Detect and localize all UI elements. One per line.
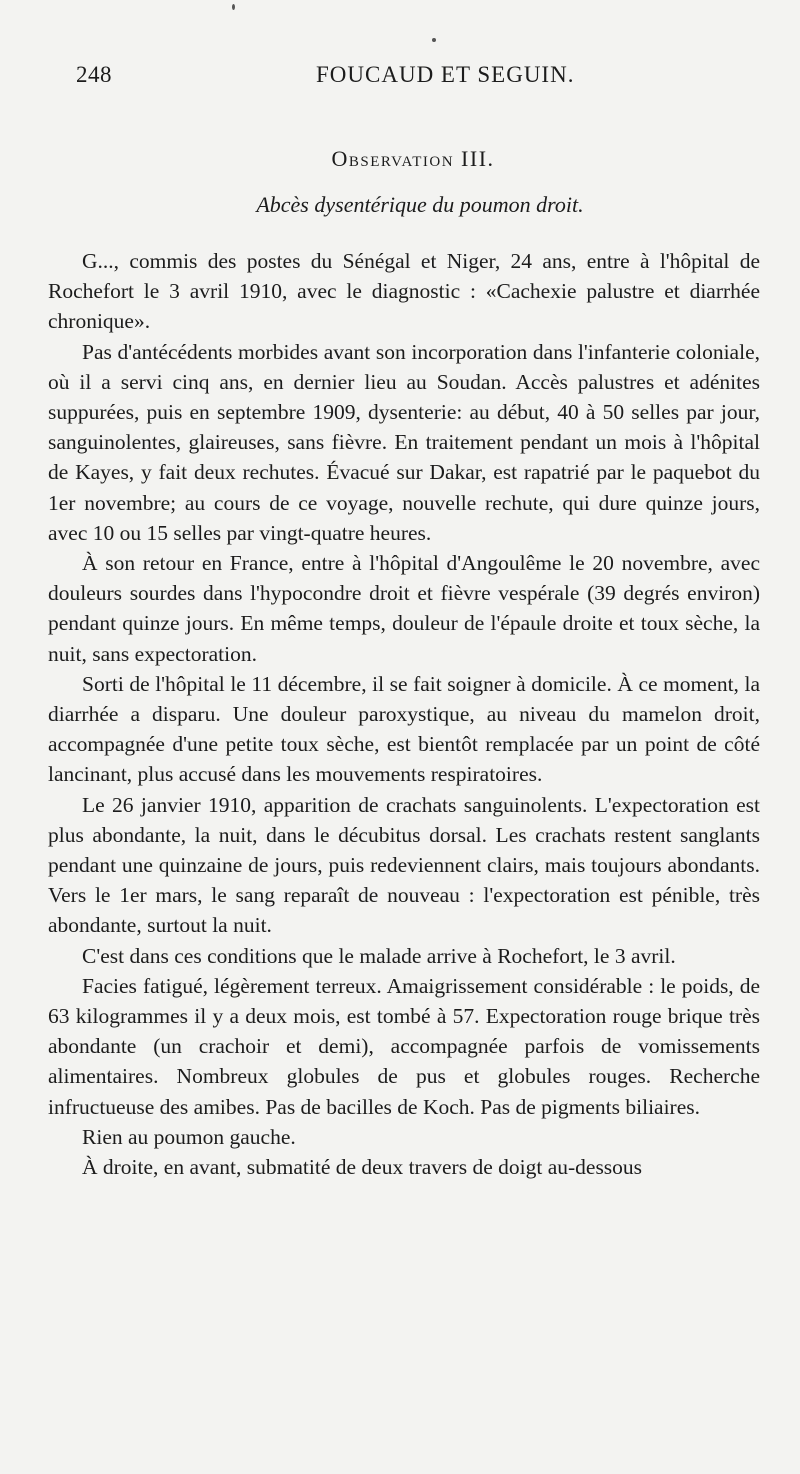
- paragraph: Le 26 janvier 1910, apparition de crachats sanguinolents. L'expectoration est plus abondante, la nuit, dans le décubitus dorsal. Les crachats restent sanglants pendant une quinzaine de jours, puis redeviennent clairs, mais toujours abondants. Vers le 1er mars, le sang reparaît de nouveau : l'expectoration est pénible, très abondante, surtout la nuit.: [48, 792, 760, 938]
- print-speck: [232, 4, 235, 10]
- paragraph: C'est dans ces conditions que le malade arrive à Rochefort, le 3 avril.: [82, 943, 676, 968]
- print-speck: [432, 38, 436, 42]
- running-head: FOUCAUD ET SEGUIN.: [316, 62, 575, 87]
- paragraph: Pas d'antécédents morbides avant son incorporation dans l'infanterie coloniale, où il a servi cinq ans, en dernier lieu au Soudan. Accès palustres et adénites suppurées, puis en septembre 1909, dysenterie: au début, 40 à 50 selles par jour, sanguinolentes, glaireuses, sans fièvre. En traitement pendant un mois à l'hôpital de Kayes, y fait deux rechutes. Évacué sur Dakar, est rapatrié par le paquebot du 1er novembre; au cours de ce voyage, nouvelle rechute, qui dure quinze jours, avec 10 ou 15 selles par vingt-quatre heures.: [48, 339, 760, 545]
- paragraph: À droite, en avant, submatité de deux travers de doigt au-dessous: [82, 1155, 643, 1180]
- body-text: [48, 246, 760, 1182]
- paragraph: G..., commis des postes du Sénégal et Niger, 24 ans, entre à l'hôpital de Rochefort le 3 avril 1910, avec le diagnostic : «Cachexie palustre et diarrhée chronique».: [48, 249, 760, 334]
- running-header: [76, 62, 730, 92]
- observation-title: Observation III.: [331, 146, 495, 171]
- paragraph: Sorti de l'hôpital le 11 décembre, il se fait soigner à domicile. À ce moment, la diarrhée a disparu. Une douleur paroxystique, au niveau du mamelon droit, accompagnée d'une petite toux sèche, est bientôt remplacée par un point de côté lancinant, plus accusé dans les mouvements respiratoires.: [48, 671, 760, 787]
- paragraph: À son retour en France, entre à l'hôpital d'Angoulême le 20 novembre, avec douleurs sourdes dans l'hypocondre droit et fièvre vespérale (39 degrés environ) pendant quinze jours. En même temps, douleur de l'épaule droite et toux sèche, la nuit, sans expectoration.: [48, 551, 760, 666]
- observation-subtitle: Abcès dysentérique du poumon droit.: [256, 192, 584, 217]
- paragraph: Rien au poumon gauche.: [82, 1124, 296, 1149]
- paragraph: Facies fatigué, légèrement terreux. Amaigrissement considérable : le poids, de 63 kilogrammes il y a deux mois, est tombé à 57. Expectoration rouge brique très abondante (un crachoir et demi), accompagnée parfois de vomissements alimentaires. Nombreux globules de pus et globules rouges. Recherche infructueuse des amibes. Pas de bacilles de Koch. Pas de pigments biliaires.: [48, 973, 760, 1119]
- page-number: 248: [76, 62, 112, 87]
